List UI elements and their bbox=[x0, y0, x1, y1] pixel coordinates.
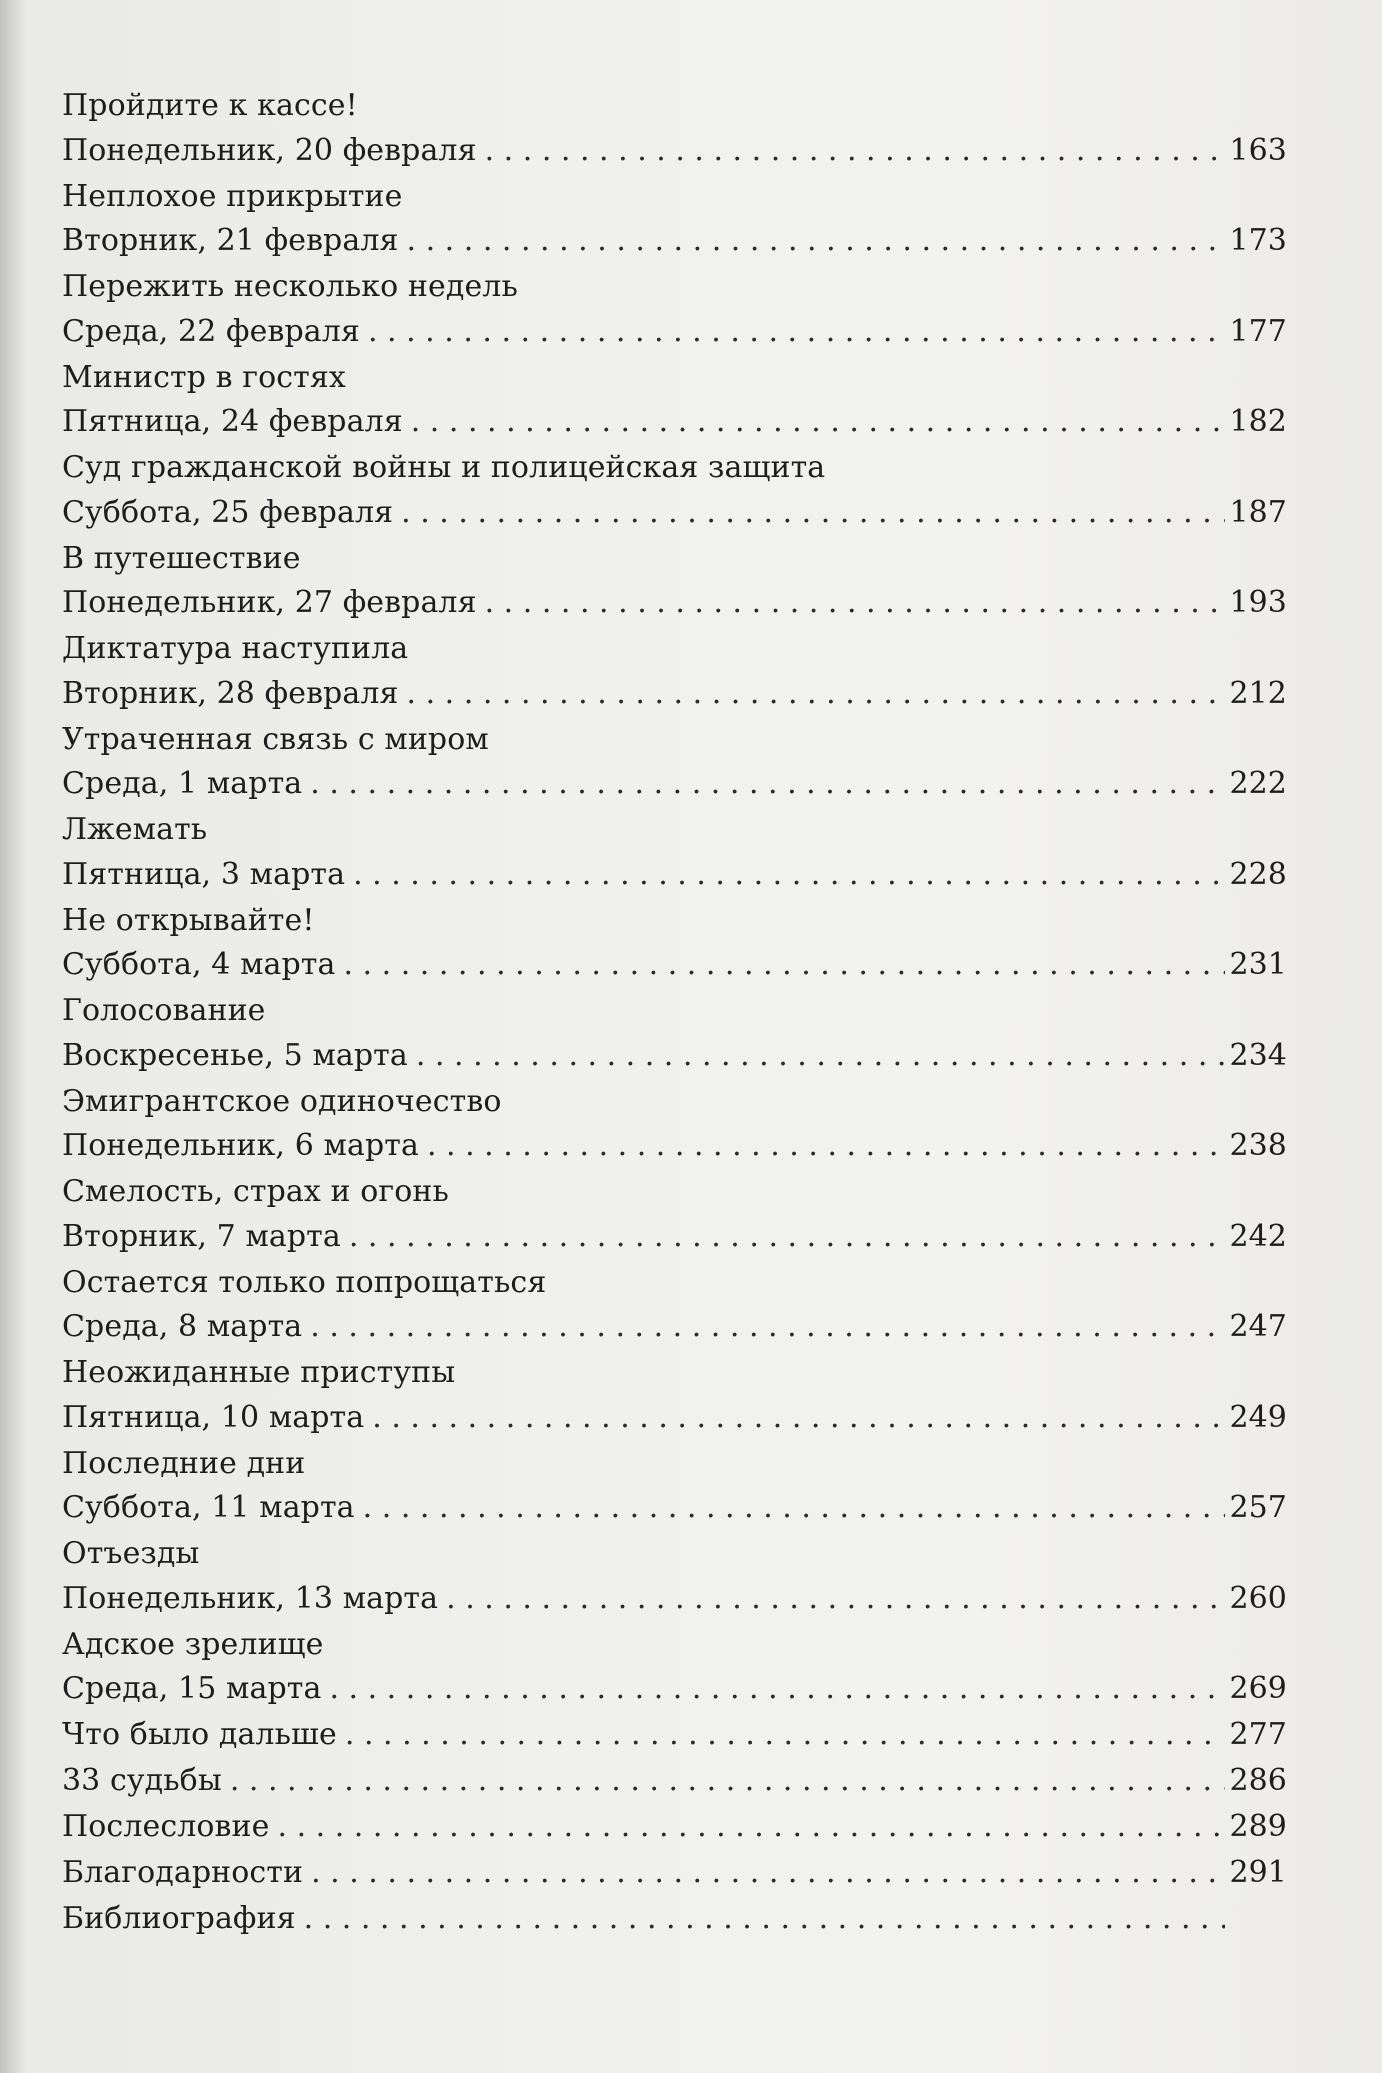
toc-entry bbox=[62, 1713, 1287, 1758]
toc-entry-date: Понедельник, 27 февраля bbox=[62, 585, 477, 620]
toc-entry-title: Пережить несколько недель bbox=[62, 269, 518, 304]
toc-entry-date: Понедельник, 6 марта bbox=[62, 1128, 419, 1163]
toc-entry bbox=[62, 356, 1287, 445]
toc-entry bbox=[62, 1851, 1287, 1896]
toc-entry bbox=[62, 1442, 1287, 1531]
toc-page-number: 257 bbox=[1229, 1490, 1287, 1525]
toc-entry bbox=[62, 808, 1287, 897]
toc-entry-title: Неожиданные приступы bbox=[62, 1355, 456, 1390]
dot-leader bbox=[407, 219, 1225, 264]
toc-entry bbox=[62, 84, 1287, 173]
toc-entry-date: Пятница, 10 марта bbox=[62, 1399, 365, 1435]
toc-entry-title: Неплохое прикрытие bbox=[62, 178, 403, 214]
dot-leader bbox=[329, 1667, 1225, 1712]
toc-entry-title: Лжемать bbox=[62, 812, 208, 847]
toc-entry-title: Адское зрелище bbox=[62, 1626, 324, 1662]
toc-entry-date: Воскресенье, 5 марта bbox=[62, 1037, 408, 1073]
toc-entry bbox=[62, 265, 1287, 354]
dot-leader bbox=[230, 1759, 1225, 1804]
toc-page-number: 289 bbox=[1229, 1809, 1287, 1844]
toc-entry bbox=[62, 1170, 1287, 1259]
toc-page-number: 234 bbox=[1229, 1037, 1287, 1073]
dot-leader bbox=[353, 853, 1225, 898]
toc-entry bbox=[62, 1080, 1287, 1169]
toc-page-number: 163 bbox=[1229, 132, 1287, 168]
dot-leader bbox=[310, 762, 1225, 807]
dot-leader bbox=[363, 1486, 1225, 1531]
toc-entry bbox=[62, 537, 1287, 626]
toc-page-number: 286 bbox=[1229, 1763, 1287, 1798]
toc-entry-title: 33 судьбы bbox=[62, 1763, 222, 1798]
dot-leader bbox=[349, 1215, 1225, 1260]
toc-entry-title: Голосование bbox=[62, 993, 266, 1028]
toc-page-number: 212 bbox=[1229, 675, 1287, 711]
toc-page-number: 238 bbox=[1229, 1128, 1287, 1163]
toc-entry bbox=[62, 718, 1287, 807]
toc-entry bbox=[62, 1532, 1287, 1621]
dot-leader bbox=[311, 1851, 1225, 1896]
dot-leader bbox=[446, 1577, 1225, 1622]
toc-entry-title: Утраченная связь с миром bbox=[62, 721, 489, 757]
table-of-contents bbox=[62, 84, 1287, 1943]
dot-leader bbox=[416, 1034, 1225, 1079]
toc-entry-title: Диктатура наступила bbox=[62, 631, 409, 666]
toc-page-number: 193 bbox=[1229, 585, 1287, 620]
toc-entry-title: Смелость, страх и огонь bbox=[62, 1174, 449, 1209]
toc-entry-title: Пройдите к кассе! bbox=[62, 88, 358, 123]
page-gutter-shadow bbox=[0, 0, 26, 2073]
dot-leader bbox=[372, 1396, 1225, 1441]
toc-entry-title: Не открывайте! bbox=[62, 902, 315, 938]
dot-leader bbox=[310, 1305, 1225, 1350]
toc-entry-date: Пятница, 3 марта bbox=[62, 856, 346, 892]
toc-entry bbox=[62, 1805, 1287, 1850]
toc-entry bbox=[62, 1623, 1287, 1712]
toc-entry-date: Среда, 22 февраля bbox=[62, 313, 360, 349]
toc-entry-title: Библиография bbox=[62, 1901, 296, 1936]
toc-entry-title: Отъезды bbox=[62, 1536, 200, 1571]
toc-entry-title: Благодарности bbox=[62, 1855, 304, 1890]
toc-entry-title: В путешествие bbox=[62, 540, 301, 576]
dot-leader bbox=[343, 943, 1225, 988]
toc-entry-title: Суд гражданской войны и полицейская защита bbox=[62, 450, 826, 485]
toc-page-number: 228 bbox=[1229, 856, 1287, 892]
toc-entry-title: Последние дни bbox=[62, 1445, 306, 1481]
toc-entry-date: Вторник, 7 марта bbox=[62, 1218, 341, 1254]
toc-entry-title: Что было дальше bbox=[62, 1717, 337, 1752]
toc-entry bbox=[62, 627, 1287, 716]
toc-page-number: 182 bbox=[1229, 404, 1287, 439]
toc-entry bbox=[62, 1897, 1287, 1942]
toc-entry-date: Пятница, 24 февраля bbox=[62, 404, 403, 439]
toc-entry-date: Понедельник, 13 марта bbox=[62, 1580, 439, 1616]
dot-leader bbox=[368, 310, 1225, 355]
toc-entry-date: Суббота, 11 марта bbox=[62, 1490, 355, 1525]
toc-entry-title: Остается только попрощаться bbox=[62, 1264, 547, 1300]
toc-entry bbox=[62, 1351, 1287, 1440]
dot-leader bbox=[427, 1124, 1225, 1169]
toc-page-number: 260 bbox=[1229, 1580, 1287, 1616]
toc-entry-date: Среда, 8 марта bbox=[62, 1309, 303, 1344]
toc-page-number: 249 bbox=[1229, 1399, 1287, 1435]
toc-entry-date: Среда, 15 марта bbox=[62, 1671, 322, 1706]
dot-leader bbox=[485, 581, 1225, 626]
toc-page-number: 291 bbox=[1229, 1855, 1287, 1890]
toc-entry-date: Понедельник, 20 февраля bbox=[62, 132, 477, 168]
dot-leader bbox=[401, 491, 1225, 536]
toc-entry-title: Министр в гостях bbox=[62, 359, 346, 395]
toc-page-number: 269 bbox=[1229, 1671, 1287, 1706]
toc-page-number: 177 bbox=[1229, 313, 1287, 349]
toc-page-number: 187 bbox=[1229, 494, 1287, 530]
toc-entry bbox=[62, 1261, 1287, 1350]
toc-entry-date: Вторник, 21 февраля bbox=[62, 223, 399, 258]
toc-entry-date: Суббота, 4 марта bbox=[62, 947, 336, 982]
toc-entry-date: Вторник, 28 февраля bbox=[62, 675, 399, 711]
toc-entry bbox=[62, 175, 1287, 264]
dot-leader bbox=[278, 1805, 1226, 1850]
dot-leader bbox=[407, 672, 1225, 717]
toc-page-number: 173 bbox=[1229, 223, 1287, 258]
toc-page-number: 242 bbox=[1229, 1218, 1287, 1254]
dot-leader bbox=[411, 400, 1225, 445]
toc-page-number: 277 bbox=[1229, 1717, 1287, 1752]
toc-entry bbox=[62, 899, 1287, 988]
dot-leader bbox=[345, 1713, 1225, 1758]
toc-page-number: 231 bbox=[1229, 947, 1287, 982]
toc-entry-date: Суббота, 25 февраля bbox=[62, 494, 394, 530]
toc-entry bbox=[62, 989, 1287, 1078]
toc-entry bbox=[62, 446, 1287, 535]
toc-entry bbox=[62, 1759, 1287, 1804]
toc-entry-date: Среда, 1 марта bbox=[62, 766, 303, 801]
dot-leader bbox=[304, 1897, 1225, 1942]
toc-page-number: 247 bbox=[1229, 1309, 1287, 1344]
dot-leader bbox=[485, 129, 1225, 174]
toc-entry-title: Эмигрантское одиночество bbox=[62, 1083, 502, 1119]
toc-page-number: 222 bbox=[1229, 766, 1287, 801]
toc-entry-title: Послесловие bbox=[62, 1809, 270, 1844]
